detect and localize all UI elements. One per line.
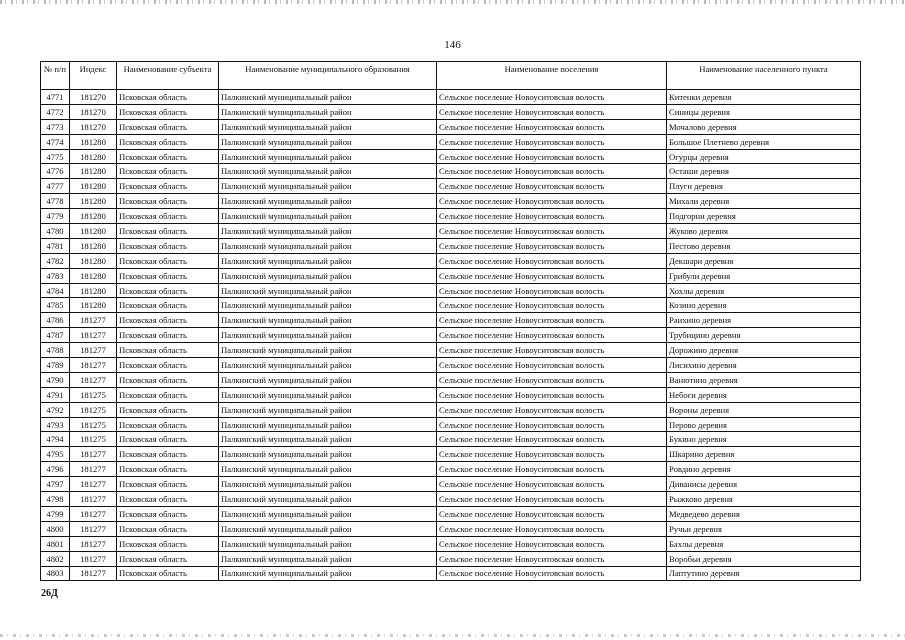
cell-settlement: Сельское поселение Новоуситовская волость [437,417,667,432]
cell-locality: Лисихино деревня [667,358,861,373]
settlements-table [40,61,861,581]
cell-settlement: Сельское поселение Новоуситовская волость [437,432,667,447]
table-row [41,566,861,581]
cell-municipality: Палкинский муниципальный район [219,313,437,328]
table-row [41,328,861,343]
cell-settlement: Сельское поселение Новоуситовская волость [437,477,667,492]
cell-locality: Медведево деревня [667,506,861,521]
cell-subject: Псковская область [117,298,219,313]
cell-index: 181280 [70,194,117,209]
cell-settlement: Сельское поселение Новоуситовская волость [437,358,667,373]
cell-locality: Большое Плетнево деревня [667,134,861,149]
cell-municipality: Палкинский муниципальный район [219,372,437,387]
cell-municipality: Палкинский муниципальный район [219,462,437,477]
cell-index: 181275 [70,432,117,447]
cell-municipality: Палкинский муниципальный район [219,387,437,402]
cell-number: 4778 [41,194,70,209]
cell-locality: Вороны деревня [667,402,861,417]
cell-municipality: Палкинский муниципальный район [219,283,437,298]
cell-subject: Псковская область [117,372,219,387]
cell-index: 181277 [70,521,117,536]
cell-index: 181270 [70,104,117,119]
cell-index: 181277 [70,447,117,462]
cell-index: 181280 [70,253,117,268]
cell-subject: Псковская область [117,134,219,149]
table-row [41,119,861,134]
cell-municipality: Палкинский муниципальный район [219,432,437,447]
cell-settlement: Сельское поселение Новоуситовская волость [437,492,667,507]
table-row [41,209,861,224]
cell-settlement: Сельское поселение Новоуситовская волость [437,149,667,164]
cell-subject: Псковская область [117,224,219,239]
cell-municipality: Палкинский муниципальный район [219,179,437,194]
table-row [41,298,861,313]
cell-number: 4776 [41,164,70,179]
cell-settlement: Сельское поселение Новоуситовская волость [437,268,667,283]
cell-settlement: Сельское поселение Новоуситовская волость [437,536,667,551]
cell-index: 181277 [70,536,117,551]
cell-locality: Раихино деревня [667,313,861,328]
cell-number: 4792 [41,402,70,417]
cell-subject: Псковская область [117,313,219,328]
cell-index: 181277 [70,506,117,521]
cell-settlement: Сельское поселение Новоуситовская волость [437,164,667,179]
cell-subject: Псковская область [117,149,219,164]
table-row [41,238,861,253]
cell-locality: Михали деревня [667,194,861,209]
cell-locality: Небоги деревня [667,387,861,402]
cell-locality: Китенки деревня [667,90,861,105]
cell-number: 4783 [41,268,70,283]
cell-index: 181277 [70,492,117,507]
cell-index: 181280 [70,134,117,149]
cell-locality: Огурцы деревня [667,149,861,164]
cell-locality: Синицы деревня [667,104,861,119]
cell-municipality: Палкинский муниципальный район [219,90,437,105]
table-row [41,432,861,447]
cell-settlement: Сельское поселение Новоуситовская волость [437,566,667,581]
table-row [41,551,861,566]
page-number: 146 [444,39,461,51]
cell-settlement: Сельское поселение Новоуситовская волость [437,90,667,105]
cell-subject: Псковская область [117,462,219,477]
cell-municipality: Палкинский муниципальный район [219,402,437,417]
cell-settlement: Сельское поселение Новоуситовская волость [437,224,667,239]
cell-settlement: Сельское поселение Новоуситовская волость [437,253,667,268]
cell-number: 4777 [41,179,70,194]
table-row [41,253,861,268]
cell-index: 181277 [70,477,117,492]
cell-index: 181280 [70,283,117,298]
cell-subject: Псковская область [117,506,219,521]
cell-municipality: Палкинский муниципальный район [219,506,437,521]
cell-number: 4773 [41,119,70,134]
table-body [41,90,861,581]
cell-index: 181277 [70,328,117,343]
cell-subject: Псковская область [117,521,219,536]
cell-number: 4801 [41,536,70,551]
cell-settlement: Сельское поселение Новоуситовская волость [437,521,667,536]
scan-edge-bottom [0,634,905,637]
cell-settlement: Сельское поселение Новоуситовская волость [437,194,667,209]
table-row [41,372,861,387]
cell-subject: Псковская область [117,432,219,447]
header-number: № п/п [41,62,70,90]
cell-locality: Декшари деревня [667,253,861,268]
header-locality: Наименование населенного пункта [667,62,861,90]
cell-number: 4789 [41,358,70,373]
cell-locality: Трубицино деревня [667,328,861,343]
cell-subject: Псковская область [117,417,219,432]
cell-index: 181280 [70,298,117,313]
cell-number: 4798 [41,492,70,507]
cell-index: 181270 [70,90,117,105]
cell-subject: Псковская область [117,358,219,373]
cell-settlement: Сельское поселение Новоуситовская волость [437,179,667,194]
cell-number: 4800 [41,521,70,536]
cell-locality: Жуково деревня [667,224,861,239]
cell-locality: Рыжково деревня [667,492,861,507]
cell-subject: Псковская область [117,447,219,462]
cell-locality: Дорожино деревня [667,343,861,358]
cell-municipality: Палкинский муниципальный район [219,477,437,492]
cell-settlement: Сельское поселение Новоуситовская волость [437,462,667,477]
cell-municipality: Палкинский муниципальный район [219,164,437,179]
cell-municipality: Палкинский муниципальный район [219,238,437,253]
cell-index: 181277 [70,372,117,387]
cell-settlement: Сельское поселение Новоуситовская волость [437,402,667,417]
cell-number: 4782 [41,253,70,268]
table-row [41,536,861,551]
cell-municipality: Палкинский муниципальный район [219,104,437,119]
cell-settlement: Сельское поселение Новоуситовская волость [437,387,667,402]
cell-index: 181277 [70,358,117,373]
cell-locality: Козино деревня [667,298,861,313]
cell-subject: Псковская область [117,387,219,402]
cell-municipality: Палкинский муниципальный район [219,566,437,581]
cell-municipality: Палкинский муниципальный район [219,119,437,134]
cell-subject: Псковская область [117,238,219,253]
table-row [41,179,861,194]
cell-settlement: Сельское поселение Новоуситовская волость [437,506,667,521]
table-row [41,134,861,149]
cell-number: 4797 [41,477,70,492]
cell-settlement: Сельское поселение Новоуситовская волость [437,119,667,134]
cell-index: 181277 [70,343,117,358]
cell-number: 4793 [41,417,70,432]
cell-number: 4794 [41,432,70,447]
cell-subject: Псковская область [117,566,219,581]
cell-locality: Осташи деревня [667,164,861,179]
table-row [41,149,861,164]
cell-locality: Пестово деревня [667,238,861,253]
header-municipality: Наименование муниципального образования [219,62,437,90]
table-row [41,402,861,417]
cell-index: 181280 [70,238,117,253]
cell-number: 4771 [41,90,70,105]
cell-index: 181270 [70,119,117,134]
cell-locality: Ручьи деревня [667,521,861,536]
cell-subject: Псковская область [117,283,219,298]
table-row [41,268,861,283]
cell-municipality: Палкинский муниципальный район [219,134,437,149]
cell-number: 4780 [41,224,70,239]
cell-locality: Бахлы деревня [667,536,861,551]
cell-index: 181275 [70,387,117,402]
cell-subject: Псковская область [117,164,219,179]
table-row [41,358,861,373]
table-row [41,343,861,358]
cell-number: 4803 [41,566,70,581]
cell-index: 181275 [70,417,117,432]
cell-index: 181275 [70,402,117,417]
cell-number: 4774 [41,134,70,149]
cell-number: 4785 [41,298,70,313]
footer-code: 26Д [41,588,58,599]
cell-number: 4787 [41,328,70,343]
cell-subject: Псковская область [117,477,219,492]
cell-municipality: Палкинский муниципальный район [219,149,437,164]
cell-number: 4786 [41,313,70,328]
header-settlement: Наименование поселения [437,62,667,90]
cell-number: 4795 [41,447,70,462]
table-row [41,477,861,492]
cell-number: 4796 [41,462,70,477]
cell-subject: Псковская область [117,328,219,343]
cell-settlement: Сельское поселение Новоуситовская волость [437,372,667,387]
cell-subject: Псковская область [117,343,219,358]
cell-index: 181280 [70,164,117,179]
cell-index: 181277 [70,462,117,477]
cell-municipality: Палкинский муниципальный район [219,492,437,507]
cell-subject: Псковская область [117,402,219,417]
cell-settlement: Сельское поселение Новоуситовская волость [437,238,667,253]
cell-municipality: Палкинский муниципальный район [219,209,437,224]
cell-number: 4791 [41,387,70,402]
cell-municipality: Палкинский муниципальный район [219,343,437,358]
table-row [41,462,861,477]
cell-locality: Плуги деревня [667,179,861,194]
cell-subject: Псковская область [117,104,219,119]
cell-locality: Подгорни деревня [667,209,861,224]
cell-municipality: Палкинский муниципальный район [219,298,437,313]
cell-settlement: Сельское поселение Новоуситовская волость [437,209,667,224]
cell-number: 4790 [41,372,70,387]
table-row [41,90,861,105]
cell-index: 181277 [70,551,117,566]
cell-index: 181280 [70,209,117,224]
cell-subject: Псковская область [117,492,219,507]
cell-subject: Псковская область [117,179,219,194]
cell-index: 181277 [70,313,117,328]
cell-settlement: Сельское поселение Новоуситовская волость [437,328,667,343]
cell-number: 4775 [41,149,70,164]
cell-index: 181280 [70,149,117,164]
cell-number: 4772 [41,104,70,119]
table-row [41,104,861,119]
cell-index: 181280 [70,179,117,194]
cell-settlement: Сельское поселение Новоуситовская волость [437,283,667,298]
header-subject: Наименование субъекта [117,62,219,90]
cell-locality: Шкарино деревня [667,447,861,462]
cell-subject: Псковская область [117,90,219,105]
table-row [41,313,861,328]
cell-index: 181280 [70,268,117,283]
cell-subject: Псковская область [117,209,219,224]
cell-municipality: Палкинский муниципальный район [219,328,437,343]
cell-settlement: Сельское поселение Новоуситовская волость [437,447,667,462]
cell-municipality: Палкинский муниципальный район [219,194,437,209]
scan-edge-top [0,0,905,4]
table-row [41,506,861,521]
cell-locality: Грибули деревня [667,268,861,283]
cell-municipality: Палкинский муниципальный район [219,417,437,432]
cell-subject: Псковская область [117,536,219,551]
table-row [41,447,861,462]
cell-settlement: Сельское поселение Новоуситовская волость [437,104,667,119]
table-row [41,194,861,209]
cell-locality: Ванютино деревня [667,372,861,387]
cell-municipality: Палкинский муниципальный район [219,224,437,239]
cell-locality: Перово деревня [667,417,861,432]
cell-locality: Диванисы деревня [667,477,861,492]
cell-locality: Лаптутино деревня [667,566,861,581]
cell-subject: Псковская область [117,253,219,268]
cell-settlement: Сельское поселение Новоуситовская волость [437,343,667,358]
table-row [41,417,861,432]
cell-number: 4802 [41,551,70,566]
cell-index: 181277 [70,566,117,581]
cell-locality: Букино деревня [667,432,861,447]
cell-municipality: Палкинский муниципальный район [219,358,437,373]
cell-locality: Мочалово деревня [667,119,861,134]
cell-settlement: Сельское поселение Новоуситовская волость [437,313,667,328]
header-index: Индекс [70,62,117,90]
table-row [41,224,861,239]
cell-number: 4781 [41,238,70,253]
cell-municipality: Палкинский муниципальный район [219,521,437,536]
cell-settlement: Сельское поселение Новоуситовская волость [437,298,667,313]
cell-index: 181280 [70,224,117,239]
cell-number: 4784 [41,283,70,298]
table-row [41,521,861,536]
cell-municipality: Палкинский муниципальный район [219,551,437,566]
cell-locality: Хохлы деревня [667,283,861,298]
cell-locality: Воробьи деревня [667,551,861,566]
table-header-row [41,62,861,90]
cell-municipality: Палкинский муниципальный район [219,447,437,462]
cell-settlement: Сельское поселение Новоуситовская волость [437,134,667,149]
cell-subject: Псковская область [117,119,219,134]
cell-subject: Псковская область [117,551,219,566]
cell-municipality: Палкинский муниципальный район [219,268,437,283]
cell-number: 4779 [41,209,70,224]
cell-municipality: Палкинский муниципальный район [219,536,437,551]
cell-number: 4788 [41,343,70,358]
cell-municipality: Палкинский муниципальный район [219,253,437,268]
cell-number: 4799 [41,506,70,521]
cell-subject: Псковская область [117,194,219,209]
cell-locality: Ровдино деревня [667,462,861,477]
table-row [41,387,861,402]
cell-subject: Псковская область [117,268,219,283]
table-row [41,492,861,507]
table-row [41,283,861,298]
cell-settlement: Сельское поселение Новоуситовская волость [437,551,667,566]
table-row [41,164,861,179]
